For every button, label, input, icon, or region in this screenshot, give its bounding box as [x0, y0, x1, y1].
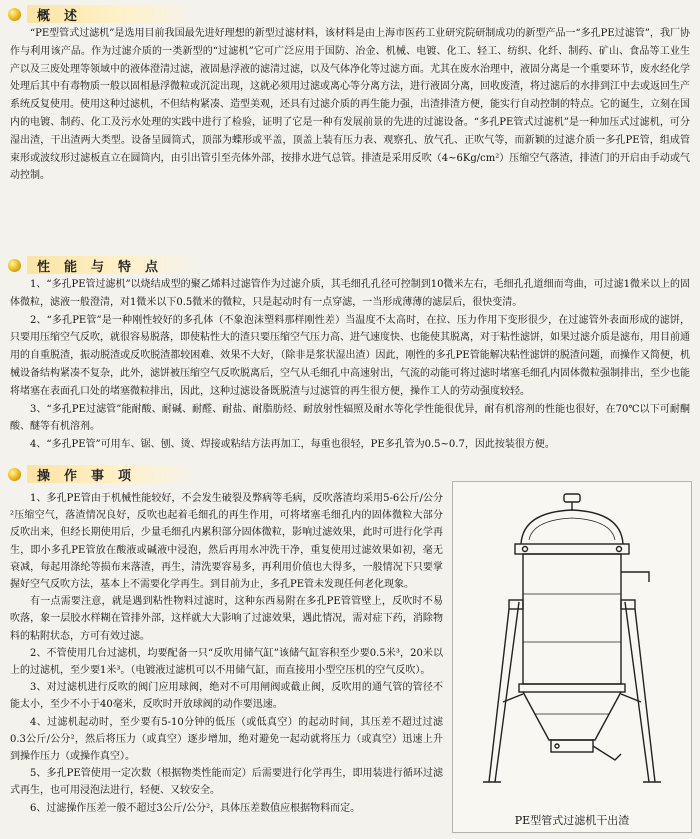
section-title-operation: 操作事项: [27, 465, 197, 483]
features-paragraph-2: 2、“多孔PE管”是一种刚性较好的多孔体（不象泡沫塑料那样刚性差）当温度不太高时，在拉、压力作用下变形很少，在过滤管外表面形成的滤饼，只要用压缩空气反吹，就很容易脱落，即使粘性大的渣只要压缩空气压力高、进气速度快、也能使其脱离，对于粘性滤饼，如果过滤介质是滤布，用目前通用的自重脱渣，振动脱渣或反吹脱渣都较困难、效果不大好，（除非是浆状湿出渣）因此，刚性的多孔PE管能解决粘性滤饼的脱渣问题，而操作又简便，机械设备结构紧凑不复杂，此外，滤饼被压缩空气反吹脱离后，空气从毛细孔中高速射出，气流的动能可将过滤时堵塞毛细孔内固体微粒强制排出，至少也能将堵塞在表面孔口处的堵塞微粒排出，因此，这种过滤设备既脱渣与过滤管的再生很方便，操作工人的劳动强度较轻。: [10, 314, 690, 397]
section-title-overview: 概述: [27, 5, 197, 23]
operation-paragraph-6: 5、多孔PE管使用一定次数（根据物类性能而定）后需要进行化学再生，即用装进行循环过滤式再生，也可用浸泡法进行，轻便、又较安全。: [10, 768, 443, 797]
overview-body: [10, 25, 690, 185]
illustration-caption: PE型管式过滤机干出渣: [514, 814, 630, 827]
features-paragraph-3: 3、“多孔PE过滤管”能耐酸、耐碱、耐醛、耐盐、耐脂肪烃、耐放射性辐照及耐水等化学性能很优异，耐有机溶剂的性能也很好，在70℃以下可耐酮酸、醚等有机溶剂。: [10, 403, 690, 433]
bullet-icon: [8, 259, 21, 272]
operation-paragraph-7: 6、过滤操作压差一般不超过3公斤/公分²，具体压差数值应根据物料而定。: [30, 802, 361, 814]
operation-paragraph-4: 3、对过滤机进行反吹的阀门应用球阀，绝对不可用闸阀或截止阀，反吹用的通气管的管径不能太小，至少不小于40毫米，反吹时开放球阀的动作要迅速。: [10, 682, 443, 711]
features-body: [10, 276, 690, 454]
operation-paragraph-2: 有一点需要注意，就是遇到粘性物料过滤时，这种东西易附在多孔PE管管壁上，反吹时不易吹落，象一层胶水样糊在管排外部，这样就大大影响了过滤效果，遇此情况，需对症下药，消除物料的粘附状态，方可有效过滤。: [10, 596, 443, 642]
overview-paragraph-1: “PE型管式过滤机”是选用目前我国最先进好理想的新型过滤材料，该材料是由上海市医药工业研究院研制成功的新型产品一“多孔PE过滤管”，我厂协作与利用该产品。作为过滤介质的一类新型的“过滤机”它可广泛应用于国防、冶金、机械、电镀、化工、轻工、纺织、化纤、制药、矿山、食品等工业生产以及三废处理等领域中的液体澄清过滤，液固悬浮液的滤清过滤，以及气体净化等过滤方面。尤其在废水治理中，液固分离是一个重要环节，废水经化学处理后其中有毒物质一般以固相悬浮微粒或沉淀出现，这就必须用过滤或离心等分离方法，进行液固分离，回收废渣，将过滤后的水排到江中去或返回生产系统反复使用。使用这种过滤机，不但结构紧凑、造型美观，还具有过滤介质的再生能力强，出渣排渣方便，能实行自动控制的特点。它的诞生，立刻在国内的电镀、制药、化工及污水处理的实践中进行了检验，证明了它是一种有发展前景的先进的过滤设备。“多孔PE管式过滤机”是一种加压式过滤机，可分湿出渣，干出渣两大类型。设备呈圆筒式，顶部为蝶形或平盖，顶盖上装有压力表、观察孔、放气孔、正吹气等，而新颖的过滤介质一多孔PE管，组成管束形或波纹形过滤板直立在圆筒内，由引出管引至壳体外部，按排水进气总管。排渣是采用反吹（4~6Kg/cm²）压缩空气落渣，排渣门的开启由手动或气动控制。: [10, 28, 690, 182]
section-header-features: [0, 254, 197, 276]
operation-paragraph-5: 4、过滤机起动时，至少要有5-10分钟的低压（或低真空）的起动时间，其压差不超过过滤0.3公斤/公分²，然后将压力（或真空）逐步增加，绝对避免一起动就将压力（或真空）迅速上升到操作压力（或操作真空）。: [10, 716, 443, 763]
features-paragraph-1: 1、“多孔PE管过滤机”以烧结成型的聚乙烯料过滤管作为过滤介质，其毛细孔孔径可控制到10微米左右，毛细孔孔道细而弯曲，可过滤1微米以上的固体微粒，滤液一般澄清，对1微米以下0.5微米的微粒，只是起动时有一点穿滤，一当形成薄薄的滤层后，很快变清。: [10, 279, 690, 308]
bullet-icon: [8, 468, 21, 481]
section-header-overview: [0, 3, 197, 25]
filter-machine-drawing: [453, 482, 691, 807]
operation-paragraph-3: 2、不管使用几台过滤机，均要配备一只“反吹用储气缸”该储气缸容积至少要0.5米³，20米以上的过滤机，至少要1米³。（电镀液过滤机可以不用储气缸，而直接用小型空压机的空气反吹）。: [10, 647, 443, 677]
filter-machine-illustration: [452, 481, 692, 833]
features-paragraph-4: 4、“多孔PE管”可用车、锯、刨、烫、焊接或粘结方法再加工，每重也很轻，PE多孔管为0.5~0.7，因此按装很方便。: [30, 439, 555, 451]
bullet-icon: [8, 8, 21, 21]
operation-paragraph-1: 1、多孔PE管由于机械性能较好，不会发生破裂及弊病等毛病，反吹落渣均采用5-6公斤/公分²压缩空气，落渣情况良好，反吹也起着毛细孔的再生作用，可将堵塞毛细孔内的固体微粒大部分反吹出来，但经长期使用后，少量毛细孔内累积部分固体微粒，影响过滤效果，此时可进行化学再生，即小多孔PE管放在酸液或碱液中浸泡，然后再用水冲洗干净，重复使用过滤效果如初，毫无衰减，每起用涤纶等损布来落渣，再生，清洗要容易多，再利用价值也大得多，一般情况下只要掌握好空气反吹方法，基本上不需要化学再生。到目前为止，多孔PE管未发现任何老化现象。: [10, 493, 443, 591]
operation-body: [10, 490, 443, 817]
section-header-operation: [0, 463, 197, 485]
section-title-features: 性能与特点: [27, 256, 197, 274]
